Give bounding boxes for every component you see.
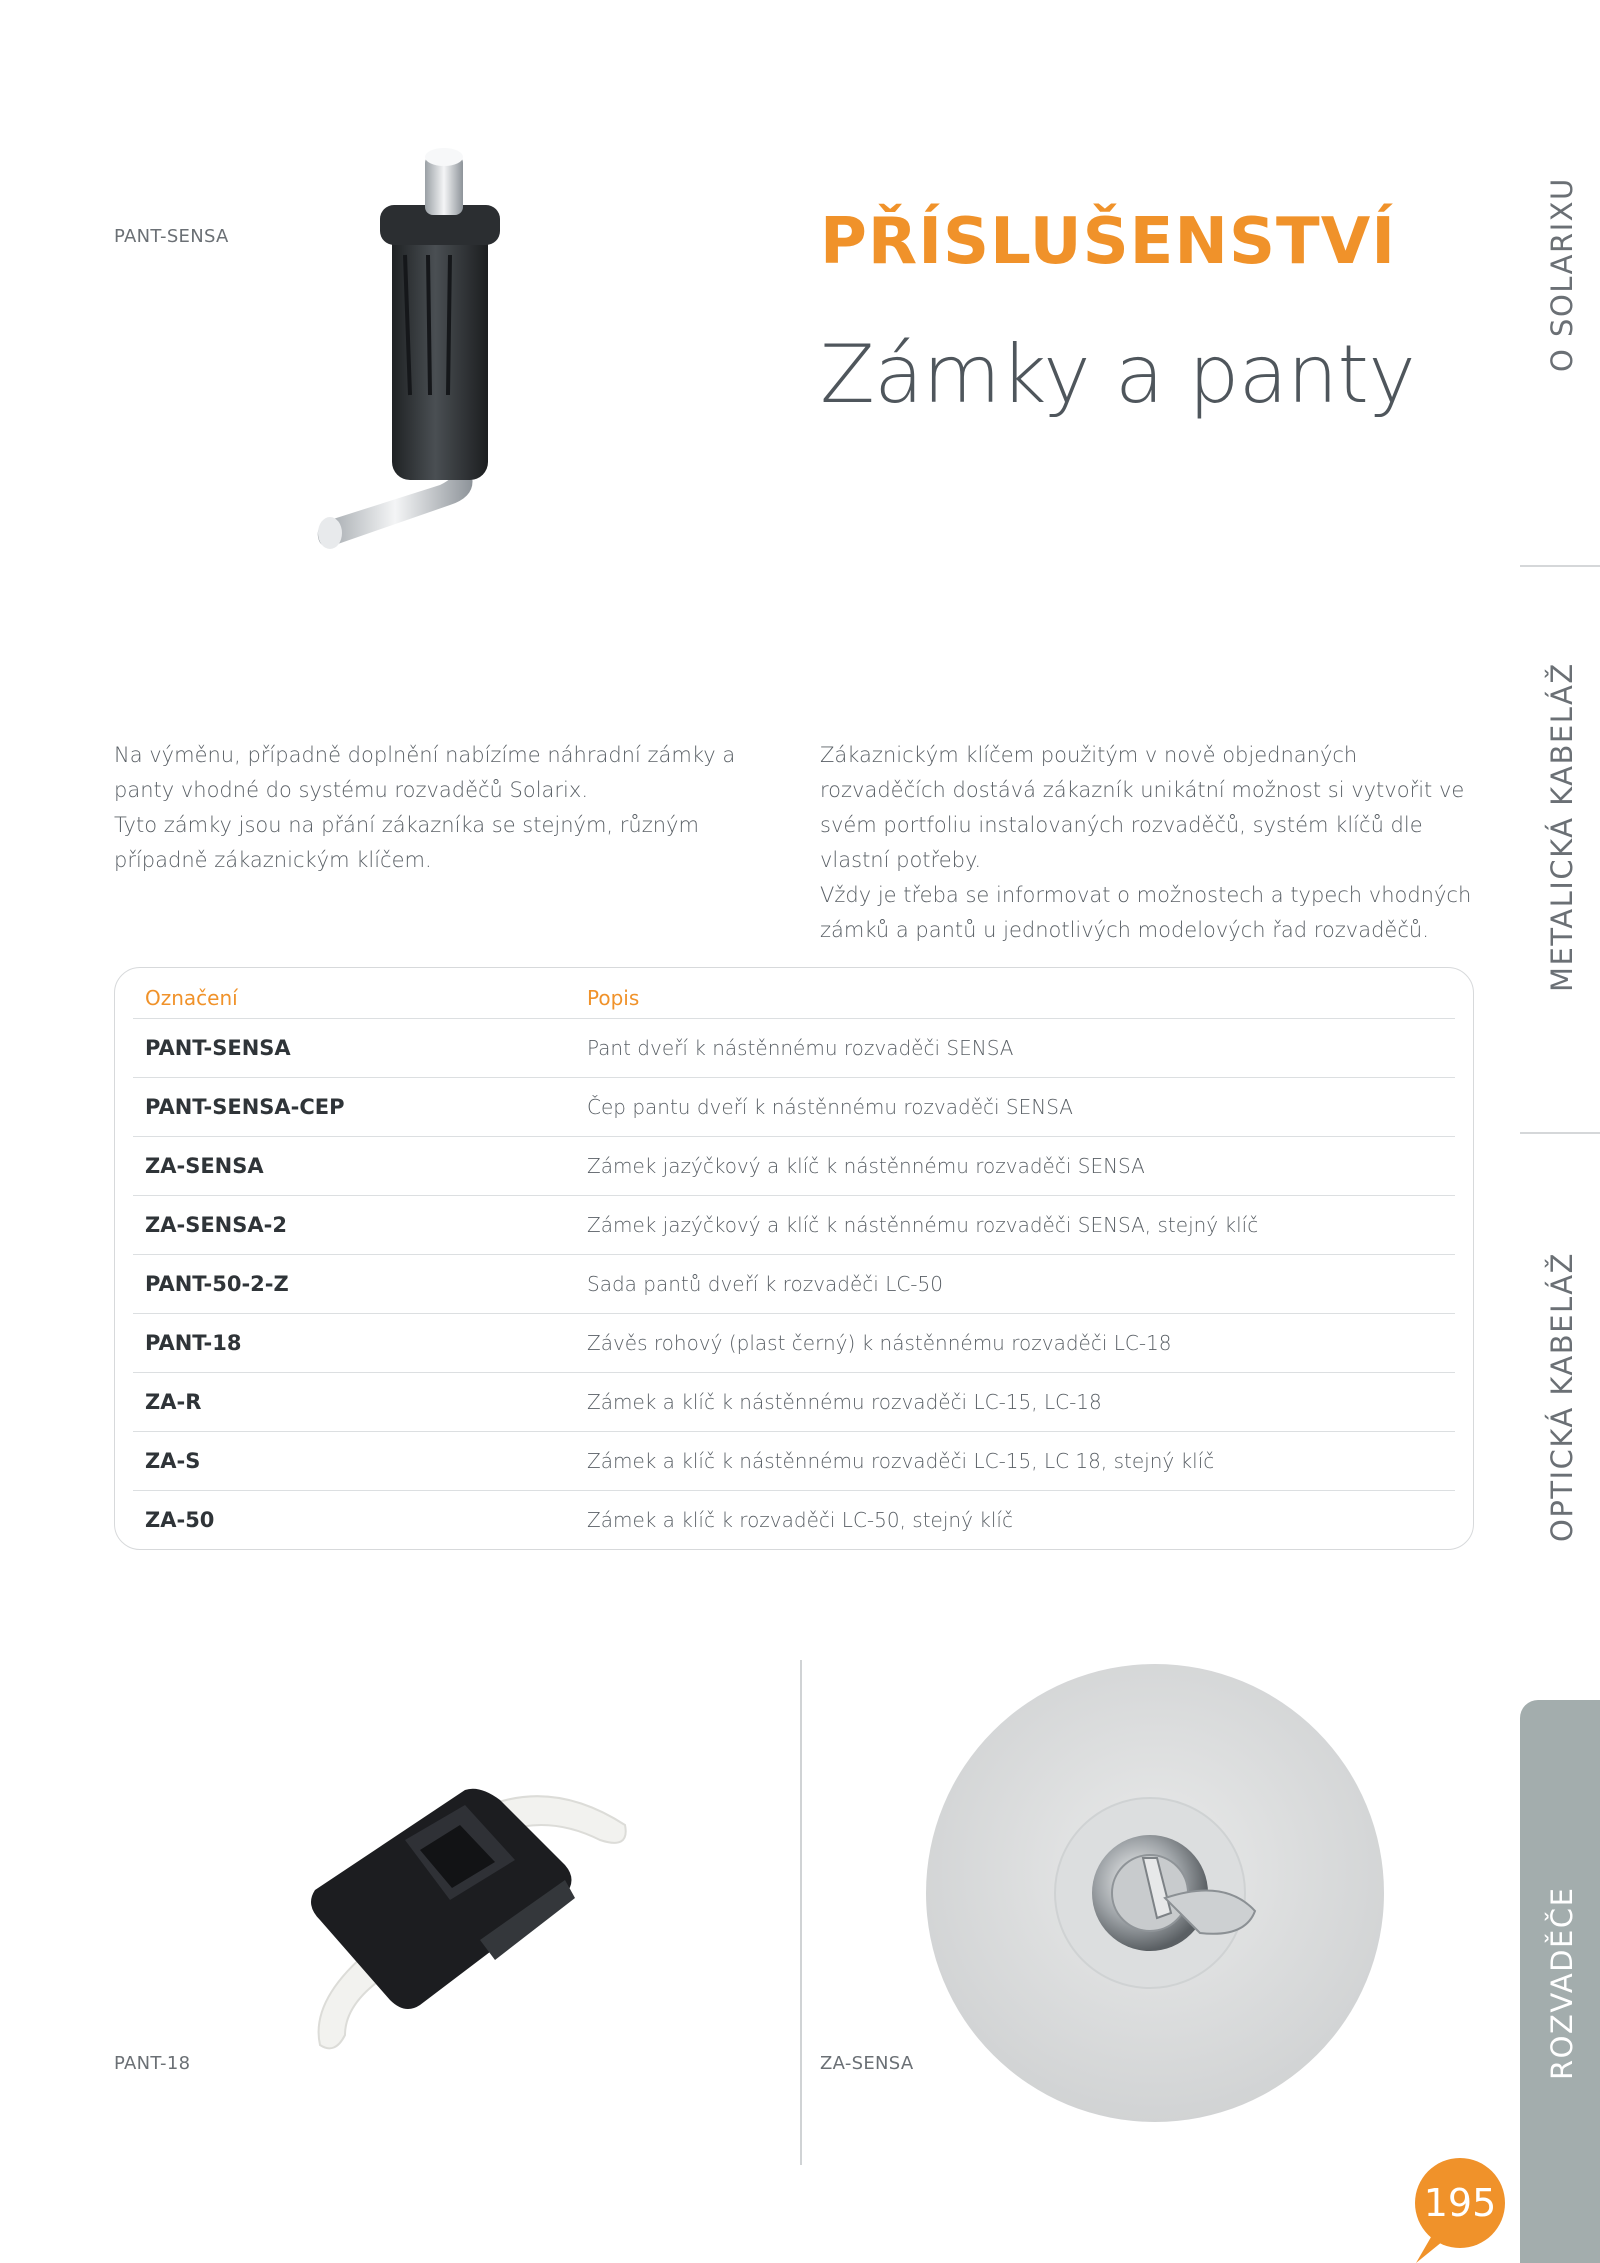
pant-sensa-image (310, 145, 540, 575)
table-row (133, 1195, 1455, 1255)
row-code: PANT-SENSA (145, 1036, 291, 1060)
sidebar-divider (1520, 1132, 1600, 1134)
row-description: Zámek jazýčkový a klíč k nástěnnému rozvaděči SENSA (587, 1154, 1145, 1178)
row-code: PANT-18 (145, 1331, 242, 1355)
row-description: Zámek a klíč k rozvaděči LC-50, stejný klíč (587, 1508, 1013, 1532)
table-row (133, 1077, 1455, 1137)
intro-paragraph: Tyto zámky jsou na přání zákazníka se stejným, různým případně zákaznickým klíčem. (114, 813, 699, 872)
row-description: Závěs rohový (plast černý) k nástěnnému rozvaděči LC-18 (587, 1331, 1172, 1355)
table-row (133, 1490, 1455, 1549)
pant-18-image (300, 1780, 640, 2060)
table-row (133, 1254, 1455, 1314)
intro-paragraph: Vždy je třeba se informovat o možnostech a typech vhodných zámků a pantů u jednotlivých modelových řad rozvaděčů. (820, 883, 1472, 942)
intro-right (820, 738, 1480, 948)
row-description: Sada pantů dveří k rozvaděči LC-50 (587, 1272, 943, 1296)
row-description: Zámek a klíč k nástěnnému rozvaděči LC-15, LC 18, stejný klíč (587, 1449, 1215, 1473)
sidebar-item-rozvadece[interactable]: ROZVADĚČE (1545, 1886, 1579, 2080)
intro-paragraph: Na výměnu, případně doplnění nabízíme náhradní zámky a panty vhodné do systému rozvaděčů Solarix. (114, 743, 736, 802)
sidebar-item-o-solarixu[interactable]: O SOLARIXU (1545, 177, 1579, 372)
sidebar-divider (1520, 565, 1600, 567)
table-row (133, 1018, 1455, 1078)
intro-left (114, 738, 774, 878)
table-row (133, 1313, 1455, 1373)
row-description: Zámek a klíč k nástěnnému rozvaděči LC-15, LC-18 (587, 1390, 1102, 1414)
page-subtitle: Zámky a panty (820, 328, 1416, 421)
sidebar-item-metalicka-kabelaz[interactable]: METALICKÁ KABELÁŽ (1545, 662, 1579, 992)
row-code: ZA-50 (145, 1508, 215, 1532)
row-code: ZA-SENSA (145, 1154, 264, 1178)
sidebar-item-opticka-kabelaz[interactable]: OPTICKÁ KABELÁŽ (1545, 1252, 1579, 1542)
header-code: Označení (145, 986, 238, 1010)
pant-sensa-caption: PANT-SENSA (114, 226, 229, 247)
row-description: Zámek jazýčkový a klíč k nástěnnému rozvaděči SENSA, stejný klíč (587, 1213, 1259, 1237)
table-row (133, 1372, 1455, 1432)
page-title: PŘÍSLUŠENSTVÍ (820, 205, 1397, 279)
row-code: ZA-R (145, 1390, 202, 1414)
image-divider (800, 1660, 802, 2165)
pant-18-caption: PANT-18 (114, 2053, 191, 2074)
row-code: PANT-SENSA-CEP (145, 1095, 345, 1119)
page-number: 195 (1415, 2158, 1505, 2248)
header-description: Popis (587, 986, 640, 1010)
table-row (133, 1431, 1455, 1491)
table-header (133, 968, 1455, 1019)
products-table (114, 967, 1474, 1550)
za-sensa-image (925, 1663, 1385, 2123)
za-sensa-caption: ZA-SENSA (820, 2053, 914, 2074)
row-description: Čep pantu dveří k nástěnnému rozvaděči SENSA (587, 1095, 1073, 1119)
row-code: PANT-50-2-Z (145, 1272, 289, 1296)
row-code: ZA-S (145, 1449, 201, 1473)
row-description: Pant dveří k nástěnnému rozvaděči SENSA (587, 1036, 1014, 1060)
intro-paragraph: Zákaznickým klíčem použitým v nově objednaných rozvaděčích dostává zákazník unikátní možnost si vytvořit ve svém portfoliu instalovaných rozvaděčů, systém klíčů dle vlastní potřeby. (820, 743, 1465, 872)
row-code: ZA-SENSA-2 (145, 1213, 287, 1237)
table-row (133, 1136, 1455, 1196)
